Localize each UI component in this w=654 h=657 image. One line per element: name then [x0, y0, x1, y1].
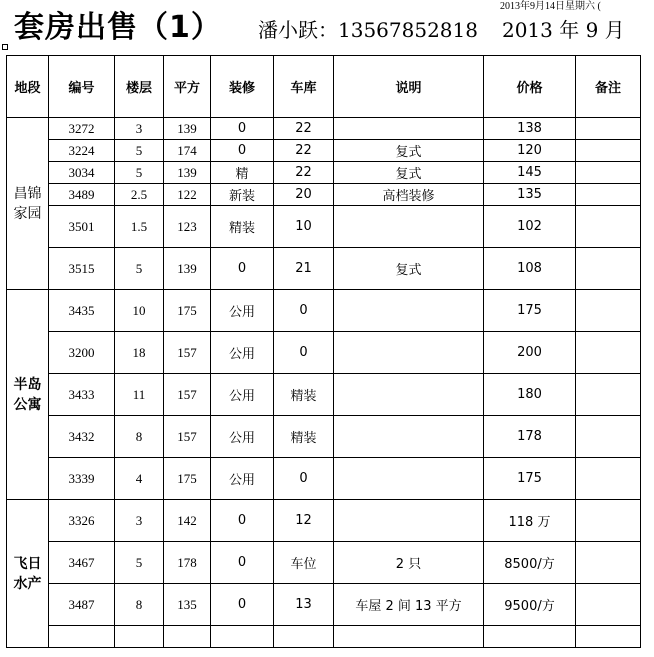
cell-remark — [576, 162, 641, 184]
cell-price: 8500/方 — [484, 542, 576, 584]
cell-id: 3487 — [49, 584, 115, 626]
cell-remark — [576, 184, 641, 206]
cell-garage: 22 — [274, 140, 334, 162]
table-row — [7, 416, 641, 458]
cell-price: 145 — [484, 162, 576, 184]
cell-price: 135 — [484, 184, 576, 206]
cell-note: 高档装修 — [334, 184, 484, 206]
cell-remark — [576, 140, 641, 162]
cell-price: 108 — [484, 248, 576, 290]
cell-note: 复式 — [334, 162, 484, 184]
cell-id: 3326 — [49, 500, 115, 542]
cell-remark — [576, 458, 641, 500]
cell-remark — [576, 626, 641, 648]
cell-note: 2 只 — [334, 542, 484, 584]
page-title: 套房出售（1） — [14, 10, 222, 45]
cell-decor: 公用 — [211, 458, 274, 500]
col-header-price: 价格 — [484, 56, 576, 118]
cell-floor: 5 — [115, 140, 164, 162]
cell-floor: 2.5 — [115, 184, 164, 206]
cell-id: 3224 — [49, 140, 115, 162]
cell-remark — [576, 500, 641, 542]
cell-floor: 8 — [115, 584, 164, 626]
cell-note — [334, 626, 484, 648]
cell-id: 3433 — [49, 374, 115, 416]
cell-marker — [2, 44, 8, 50]
cell-area: 175 — [164, 458, 211, 500]
table-row — [7, 542, 641, 584]
cell-area: 139 — [164, 162, 211, 184]
table-row — [7, 140, 641, 162]
cell-decor: 新装 — [211, 184, 274, 206]
cell-remark — [576, 290, 641, 332]
table-row — [7, 184, 641, 206]
cell-decor: 公用 — [211, 374, 274, 416]
cell-price: 178 — [484, 416, 576, 458]
cell-note — [334, 332, 484, 374]
cell-note: 车屋 2 间 13 平方 — [334, 584, 484, 626]
cell-garage: 10 — [274, 206, 334, 248]
cell-floor: 4 — [115, 458, 164, 500]
cell-note — [334, 458, 484, 500]
cell-id: 3200 — [49, 332, 115, 374]
col-header-garage: 车库 — [274, 56, 334, 118]
cell-area — [164, 626, 211, 648]
table-row — [7, 118, 641, 140]
cell-id: 3489 — [49, 184, 115, 206]
table-row — [7, 500, 641, 542]
cell-note — [334, 118, 484, 140]
cell-garage: 12 — [274, 500, 334, 542]
cell-area: 157 — [164, 374, 211, 416]
cell-garage: 13 — [274, 584, 334, 626]
district-cell: 飞日水产 — [7, 500, 49, 648]
cell-price: 200 — [484, 332, 576, 374]
cell-price: 175 — [484, 290, 576, 332]
cell-id: 3515 — [49, 248, 115, 290]
col-header-remark: 备注 — [576, 56, 641, 118]
header-date: 2013 年 9 月 — [501, 18, 625, 42]
cell-decor — [211, 626, 274, 648]
cell-id: 3501 — [49, 206, 115, 248]
cell-price: 138 — [484, 118, 576, 140]
cell-garage: 车位 — [274, 542, 334, 584]
cell-area: 139 — [164, 118, 211, 140]
cell-area: 157 — [164, 332, 211, 374]
cell-garage: 21 — [274, 248, 334, 290]
cell-area: 135 — [164, 584, 211, 626]
cell-garage: 0 — [274, 332, 334, 374]
cell-price: 180 — [484, 374, 576, 416]
cell-decor: 0 — [211, 140, 274, 162]
contact-info: 潘小跃：13567852818 — [258, 18, 478, 42]
cell-floor: 3 — [115, 500, 164, 542]
cell-floor: 11 — [115, 374, 164, 416]
cell-garage: 22 — [274, 162, 334, 184]
cell-price: 120 — [484, 140, 576, 162]
cell-id: 3435 — [49, 290, 115, 332]
table-row — [7, 374, 641, 416]
cell-note — [334, 500, 484, 542]
cell-garage: 22 — [274, 118, 334, 140]
cell-area: 123 — [164, 206, 211, 248]
cell-floor: 5 — [115, 162, 164, 184]
table-row — [7, 458, 641, 500]
col-header-decor: 装修 — [211, 56, 274, 118]
cell-area: 157 — [164, 416, 211, 458]
cell-floor — [115, 626, 164, 648]
cell-id: 3272 — [49, 118, 115, 140]
table-row — [7, 332, 641, 374]
cell-garage: 精装 — [274, 416, 334, 458]
col-header-district: 地段 — [7, 56, 49, 118]
cell-id: 3339 — [49, 458, 115, 500]
table-row — [7, 584, 641, 626]
cell-area: 122 — [164, 184, 211, 206]
cell-floor: 8 — [115, 416, 164, 458]
contact-line — [258, 14, 625, 43]
cell-note — [334, 290, 484, 332]
cell-decor: 0 — [211, 542, 274, 584]
cell-decor: 精装 — [211, 206, 274, 248]
cell-decor: 0 — [211, 584, 274, 626]
cell-price: 102 — [484, 206, 576, 248]
col-header-area: 平方 — [164, 56, 211, 118]
cell-floor: 10 — [115, 290, 164, 332]
table-row — [7, 248, 641, 290]
cell-decor: 公用 — [211, 332, 274, 374]
cell-id: 3467 — [49, 542, 115, 584]
cell-remark — [576, 416, 641, 458]
cell-remark — [576, 118, 641, 140]
cell-area: 178 — [164, 542, 211, 584]
cell-id — [49, 626, 115, 648]
cell-floor: 1.5 — [115, 206, 164, 248]
cell-garage: 0 — [274, 458, 334, 500]
cell-garage: 0 — [274, 290, 334, 332]
cell-price: 118 万 — [484, 500, 576, 542]
cell-note — [334, 206, 484, 248]
district-cell: 昌锦家园 — [7, 118, 49, 290]
cell-floor: 18 — [115, 332, 164, 374]
col-header-floor: 楼层 — [115, 56, 164, 118]
table-row — [7, 626, 641, 648]
cell-note — [334, 374, 484, 416]
listing-table — [6, 55, 641, 648]
cell-decor: 精 — [211, 162, 274, 184]
cell-garage: 20 — [274, 184, 334, 206]
cell-price: 175 — [484, 458, 576, 500]
cell-note: 复式 — [334, 248, 484, 290]
table-body — [7, 56, 641, 648]
cell-note — [334, 416, 484, 458]
cell-area: 174 — [164, 140, 211, 162]
table-row — [7, 290, 641, 332]
cell-remark — [576, 332, 641, 374]
cell-floor: 5 — [115, 542, 164, 584]
cell-price — [484, 626, 576, 648]
cell-garage — [274, 626, 334, 648]
header-row — [7, 56, 641, 118]
cell-decor: 0 — [211, 118, 274, 140]
cell-decor: 公用 — [211, 416, 274, 458]
cell-area: 139 — [164, 248, 211, 290]
cell-remark — [576, 248, 641, 290]
cell-remark — [576, 584, 641, 626]
cell-area: 142 — [164, 500, 211, 542]
cell-decor: 公用 — [211, 290, 274, 332]
table-row — [7, 206, 641, 248]
cell-garage: 精装 — [274, 374, 334, 416]
col-header-id: 编号 — [49, 56, 115, 118]
cell-id: 3432 — [49, 416, 115, 458]
cell-id: 3034 — [49, 162, 115, 184]
corner-date: 2013年9月14日星期六 ( — [500, 1, 601, 12]
cell-decor: 0 — [211, 500, 274, 542]
cell-area: 175 — [164, 290, 211, 332]
col-header-note: 说明 — [334, 56, 484, 118]
cell-note: 复式 — [334, 140, 484, 162]
cell-remark — [576, 206, 641, 248]
cell-remark — [576, 542, 641, 584]
cell-floor: 3 — [115, 118, 164, 140]
district-cell: 半岛公寓 — [7, 290, 49, 500]
cell-floor: 5 — [115, 248, 164, 290]
cell-remark — [576, 374, 641, 416]
cell-decor: 0 — [211, 248, 274, 290]
cell-price: 9500/方 — [484, 584, 576, 626]
table-row — [7, 162, 641, 184]
